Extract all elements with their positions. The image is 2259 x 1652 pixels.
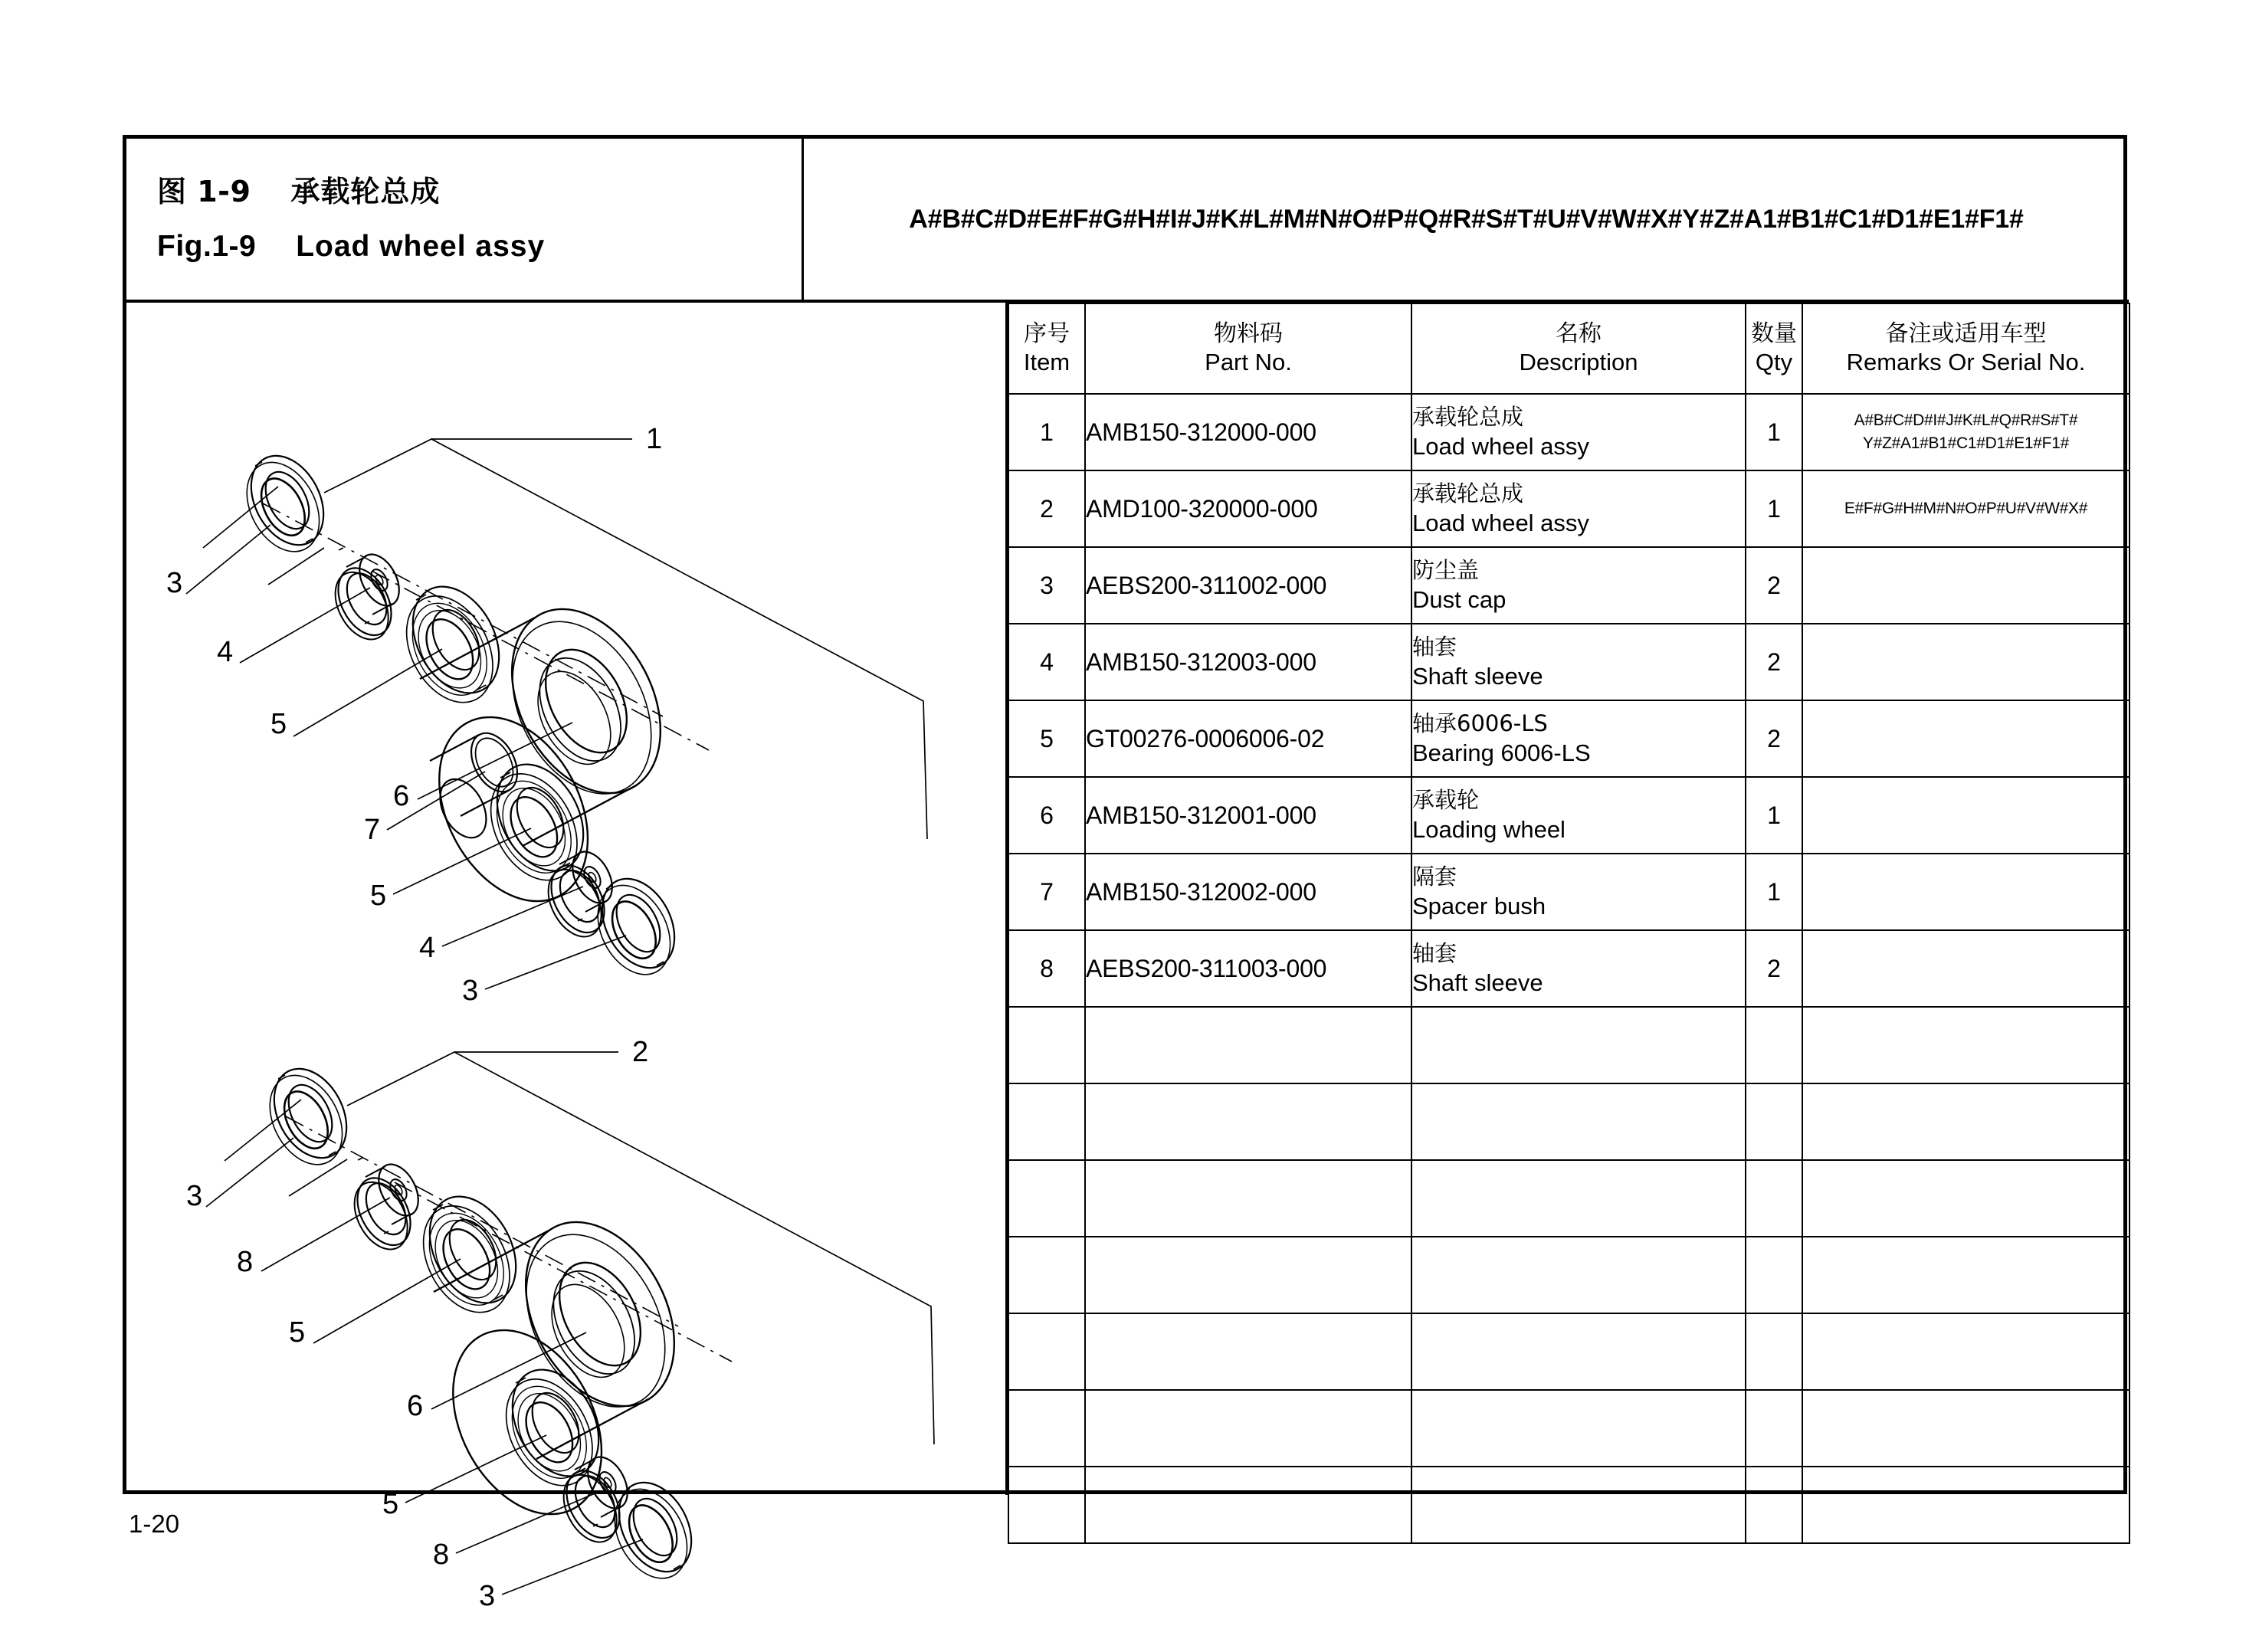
cell-part-empty	[1085, 1313, 1411, 1390]
table-row-empty	[1008, 1313, 2129, 1390]
cell-qty: 2	[1746, 930, 1802, 1007]
callout-7-upper: 7	[364, 814, 381, 846]
table-header	[1008, 303, 2129, 394]
cell-description	[1411, 394, 1746, 470]
cell-description-cn: 承载轮总成	[1412, 480, 1524, 506]
table-row	[1008, 470, 2129, 547]
cell-remarks	[1802, 470, 2129, 547]
cell-remarks-empty	[1802, 1467, 2129, 1543]
cell-part-no: AMB150-312000-000	[1085, 394, 1411, 470]
cell-remarks	[1802, 854, 2129, 930]
callout-1: 1	[646, 423, 663, 455]
callout-3-lower-right: 3	[479, 1580, 496, 1612]
table-row-empty	[1008, 1467, 2129, 1543]
callout-8-lower-right: 8	[433, 1539, 450, 1571]
column-header-item-en: Item	[1023, 349, 1070, 376]
cell-description-cn: 轴套	[1412, 939, 1457, 966]
callout-6-lower: 6	[407, 1390, 424, 1422]
cell-part-empty	[1085, 1390, 1411, 1467]
table-row	[1008, 854, 2129, 930]
column-header-qty-en: Qty	[1755, 349, 1793, 376]
cell-item-empty	[1008, 1007, 1085, 1083]
cell-desc-empty	[1411, 1083, 1746, 1160]
cell-part-empty	[1085, 1467, 1411, 1543]
table-row-empty	[1008, 1390, 2129, 1467]
cell-part-no: GT00276-0006006-02	[1085, 700, 1411, 777]
cell-description	[1411, 930, 1746, 1007]
column-header-item-cn: 序号	[1024, 320, 1070, 347]
cell-qty-empty	[1746, 1160, 1802, 1237]
cell-description	[1411, 854, 1746, 930]
cell-description	[1411, 777, 1746, 854]
column-header-description	[1411, 303, 1746, 394]
cell-remarks-empty	[1802, 1237, 2129, 1313]
cell-description	[1411, 700, 1746, 777]
callout-3-upper-left: 3	[166, 567, 183, 599]
cell-remarks-line: E#F#G#H#M#N#O#P#U#V#W#X#	[1844, 499, 2088, 517]
callout-5-upper-right: 5	[370, 880, 387, 912]
cell-item: 2	[1008, 470, 1085, 547]
cell-desc-empty	[1411, 1313, 1746, 1390]
cell-item: 1	[1008, 394, 1085, 470]
cell-desc-empty	[1411, 1007, 1746, 1083]
cell-remarks-empty	[1802, 1313, 2129, 1390]
cell-description-en: Shaft sleeve	[1412, 662, 1543, 690]
cell-remarks-empty	[1802, 1007, 2129, 1083]
cell-item: 6	[1008, 777, 1085, 854]
drawing-sheet-frame	[123, 135, 2127, 1612]
cell-part-no: AEBS200-311003-000	[1085, 930, 1411, 1007]
cell-qty-empty	[1746, 1467, 1802, 1543]
column-header-remarks-en: Remarks Or Serial No.	[1846, 349, 2086, 376]
cell-item: 7	[1008, 854, 1085, 930]
column-header-description-en: Description	[1519, 349, 1638, 376]
table-row-empty	[1008, 1237, 2129, 1313]
title-block	[126, 139, 804, 303]
parts-list-table-container	[1008, 303, 2129, 1495]
cell-qty-empty	[1746, 1237, 1802, 1313]
cell-part-no: AMB150-312003-000	[1085, 624, 1411, 700]
cell-description-cn: 承载轮总成	[1412, 403, 1524, 430]
column-header-part-no-en: Part No.	[1205, 349, 1292, 376]
cell-remarks-empty	[1802, 1160, 2129, 1237]
cell-item: 3	[1008, 547, 1085, 624]
figure-title-cn	[157, 168, 802, 210]
cell-part-no: AMB150-312001-000	[1085, 777, 1411, 854]
assembly-upper	[166, 423, 927, 1007]
table-row	[1008, 547, 2129, 624]
figure-title-en	[157, 230, 802, 264]
cell-part-no: AEBS200-311002-000	[1085, 547, 1411, 624]
cell-remarks	[1802, 547, 2129, 624]
cell-item-empty	[1008, 1160, 1085, 1237]
center-axis-upper	[263, 503, 709, 750]
cell-description-en: Load wheel assy	[1412, 509, 1589, 536]
column-header-part-no-cn: 物料码	[1214, 320, 1283, 347]
callout-8-lower-left: 8	[237, 1246, 254, 1278]
cell-item-empty	[1008, 1467, 1085, 1543]
cell-remarks-empty	[1802, 1390, 2129, 1467]
figure-name-cn: 承载轮总成	[290, 175, 441, 208]
cell-description	[1411, 547, 1746, 624]
column-header-qty	[1746, 303, 1802, 394]
callout-5-lower-left: 5	[289, 1316, 306, 1349]
table-row	[1008, 624, 2129, 700]
cell-description-cn: 隔套	[1412, 863, 1457, 890]
callout-6-upper: 6	[393, 780, 410, 812]
cell-description-cn: 承载轮	[1412, 786, 1480, 813]
cell-description-en: Dust cap	[1412, 585, 1507, 613]
cell-description-en: Shaft sleeve	[1412, 969, 1543, 996]
table-row	[1008, 930, 2129, 1007]
cell-desc-empty	[1411, 1237, 1746, 1313]
cell-desc-empty	[1411, 1160, 1746, 1237]
column-header-description-cn: 名称	[1556, 320, 1602, 347]
cell-remarks	[1802, 624, 2129, 700]
cell-item-empty	[1008, 1313, 1085, 1390]
callout-5-upper-left: 5	[270, 708, 287, 740]
cell-description	[1411, 470, 1746, 547]
cell-remarks	[1802, 394, 2129, 470]
column-header-remarks	[1802, 303, 2129, 394]
callout-2: 2	[632, 1036, 649, 1068]
cell-qty-empty	[1746, 1007, 1802, 1083]
cell-item-empty	[1008, 1237, 1085, 1313]
cell-description	[1411, 624, 1746, 700]
cell-part-empty	[1085, 1160, 1411, 1237]
cell-item: 4	[1008, 624, 1085, 700]
cell-part-no: AMD100-320000-000	[1085, 470, 1411, 547]
table-row	[1008, 777, 2129, 854]
cell-description-cn: 防尘盖	[1412, 556, 1480, 583]
cell-item: 8	[1008, 930, 1085, 1007]
table-header-row	[1008, 303, 2129, 394]
cell-qty-empty	[1746, 1390, 1802, 1467]
cell-desc-empty	[1411, 1467, 1746, 1543]
figure-name-en: Load wheel assy	[296, 230, 546, 263]
callout-3-upper-right: 3	[462, 975, 479, 1007]
cell-remarks-line: Y#Z#A1#B1#C1#D1#E1#F1#	[1863, 434, 2069, 452]
cell-desc-empty	[1411, 1390, 1746, 1467]
figure-label-en: Fig.1-9	[157, 230, 257, 263]
table-body	[1008, 394, 2129, 1543]
column-header-part-no	[1085, 303, 1411, 394]
parts-list-table	[1008, 303, 2130, 1544]
table-row-empty	[1008, 1083, 2129, 1160]
cell-qty: 2	[1746, 547, 1802, 624]
page-number: 1-20	[129, 1509, 180, 1538]
cell-part-empty	[1085, 1237, 1411, 1313]
cell-description-cn: 轴套	[1412, 633, 1457, 660]
cell-description-en: Load wheel assy	[1412, 432, 1589, 460]
cell-qty-empty	[1746, 1313, 1802, 1390]
table-row	[1008, 394, 2129, 470]
cell-item-empty	[1008, 1390, 1085, 1467]
cell-qty: 1	[1746, 777, 1802, 854]
column-header-item	[1008, 303, 1085, 394]
cell-description-en: Spacer bush	[1412, 892, 1546, 919]
cell-description-cn: 轴承6006-LS	[1412, 710, 1548, 736]
callout-4-upper-left: 4	[217, 636, 234, 668]
cell-remarks-empty	[1802, 1083, 2129, 1160]
cell-remarks	[1802, 930, 2129, 1007]
model-code-cell	[804, 139, 2129, 303]
cell-part-empty	[1085, 1083, 1411, 1160]
cell-remarks	[1802, 700, 2129, 777]
model-code-text: A#B#C#D#E#F#G#H#I#J#K#L#M#N#O#P#Q#R#S#T#U#V#W#X#Y#Z#A1#B1#C1#D1#E1#F1#	[909, 204, 2024, 234]
assembly-lower	[186, 1036, 934, 1612]
callout-3-lower-left: 3	[186, 1180, 203, 1212]
column-header-qty-cn: 数量	[1751, 320, 1797, 347]
callout-4-upper-right: 4	[419, 932, 436, 964]
callout-5-lower-right: 5	[382, 1488, 399, 1520]
center-axis-lower	[286, 1116, 732, 1362]
table-row	[1008, 700, 2129, 777]
cell-qty: 2	[1746, 700, 1802, 777]
figure-label-cn: 图 1-9	[157, 175, 251, 208]
cell-description-en: Loading wheel	[1412, 815, 1566, 843]
cell-item-empty	[1008, 1083, 1085, 1160]
cell-description-en: Bearing 6006-LS	[1412, 739, 1591, 766]
leader-lines-lower	[206, 1100, 643, 1595]
column-header-remarks-cn: 备注或适用车型	[1885, 320, 2047, 347]
cell-qty-empty	[1746, 1083, 1802, 1160]
cell-qty: 1	[1746, 854, 1802, 930]
cell-remarks-line: A#B#C#D#I#J#K#L#Q#R#S#T#	[1854, 411, 2078, 429]
cell-item: 5	[1008, 700, 1085, 777]
table-row-empty	[1008, 1160, 2129, 1237]
cell-qty: 1	[1746, 470, 1802, 547]
table-row-empty	[1008, 1007, 2129, 1083]
cell-remarks	[1802, 777, 2129, 854]
cell-part-empty	[1085, 1007, 1411, 1083]
cell-part-no: AMB150-312002-000	[1085, 854, 1411, 930]
cell-qty: 1	[1746, 394, 1802, 470]
cell-qty: 2	[1746, 624, 1802, 700]
